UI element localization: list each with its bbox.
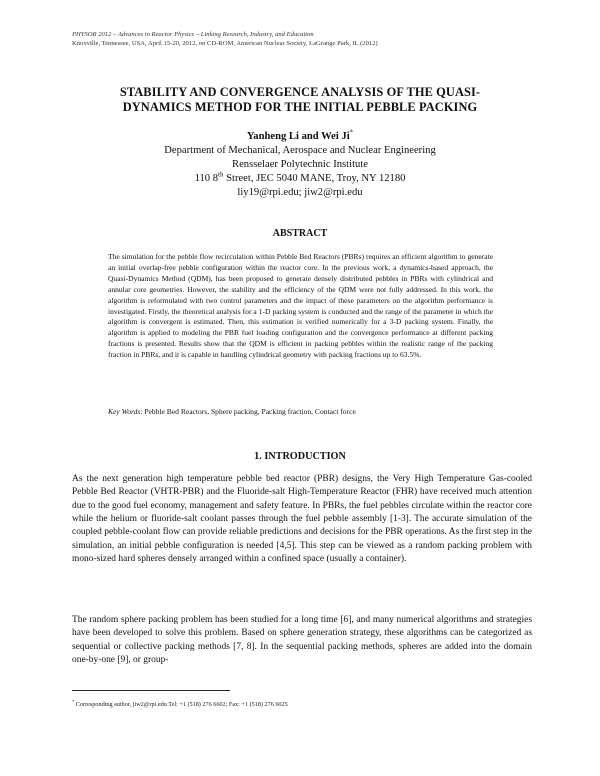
introduction-paragraph-1: As the next generation high temperature pebble bed reactor (PBR) designs, the Very High Temperature Gas-cooled Pebble Bed Reactor (VHTR-PBR) and the Fluoride-salt High-Temperature Reactor (FHR) have received much attention due to the good fuel economy, management and safety feature. In PBRs, the fuel pebbles circulate within the reactor core while the helium or fluoride-salt coolant passes through the fuel pebble assembly [1-3]. The accurate simulation of the coupled pebble-coolant flow can provide reliable predictions and decisions for the PBR operations. As the first step in the simulation, an initial pebble configuration is needed [4,5]. This step can be viewed as a random packing problem with mono-sized hard spheres densely arranged within a confined space (usually a container).	[72, 474, 532, 565]
author-names-line	[80, 130, 520, 144]
address-part-2: Street, JEC 5040 MANE, Troy, NY 12180	[223, 172, 406, 184]
author-institute: Rensselaer Polytechnic Institute	[232, 158, 368, 170]
paper-title-line-1: STABILITY AND CONVERGENCE ANALYSIS OF THE QUASI-	[119, 85, 481, 99]
introduction-heading: 1. INTRODUCTION	[254, 451, 346, 462]
abstract-heading: ABSTRACT	[272, 228, 328, 239]
keywords-list: : Pebble Bed Reactors, Sphere packing, Packing fraction, Contact force	[140, 407, 356, 416]
introduction-paragraph-2: The random sphere packing problem has been studied for a long time [6], and many numerical algorithms and strategies have been developed to solve this problem. Based on sphere generation strategy, these algorithms can be categorized as sequential or collective packing methods [7, 8]. In the sequential packing methods, spheres are added into the domain one-by-one [9], or group-	[72, 615, 532, 666]
keywords	[108, 407, 493, 416]
author-emails: liy19@rpi.edu; jiw2@rpi.edu	[237, 186, 363, 198]
author-block	[80, 130, 520, 200]
paper-title-line-2: DYNAMICS METHOD FOR THE INITIAL PEBBLE PACKING	[122, 100, 478, 114]
address-part-1: 110 8	[194, 172, 219, 184]
keywords-label: Key Words	[108, 407, 141, 416]
footnote	[72, 699, 532, 708]
footnote-rule	[72, 690, 230, 691]
abstract-text: The simulation for the pebble flow recirculation within Pebble Bed Reactors (PBRs) requires an efficient algorithm to generate an initial overlap-free pebble configuration within the reactor core. In the previous work, a dynamics-based approach, the Quasi-Dynamics Method (QDM), has been proposed to generate densely distributed pebbles in PBRs with cylindrical and annular core geometries. However, the stability and the efficiency of the QDM were not fully addressed. In this work, the algorithm is reformulated with two control parameters and the impact of these parameters on the algorithm performance is investigated. Firstly, the theoretical analysis for a 1-D packing system is conducted and the range of the parameter in which the algorithm is convergent is estimated. Then, this estimation is verified numerically for a 3-D packing system. Finally, the algorithm is applied to modeling the PBR fuel loading configuration and the convergence performance at different packing fractions is presented. Results show that the QDM is efficient in packing pebbles within the realistic range of the packing fraction in PBRs, and it is capable in handling cylindrical geometry with packing fractions up to 63.5%.	[108, 252, 493, 360]
conference-header-line-1: PHYSOR 2012 – Advances in Reactor Physics – Linking Research, Industry, and Education	[72, 31, 314, 38]
address-superscript: th	[218, 170, 224, 179]
conference-header-line-2: Knoxville, Tennessee, USA, April 15-20, 2012, on CD-ROM, American Nuclear Society, LaGrange Park, IL (2012)	[72, 40, 378, 47]
author-address	[80, 172, 520, 186]
conference-header	[72, 30, 542, 48]
footnote-mark: *	[72, 699, 75, 704]
author-names: Yanheng Li and Wei Ji	[246, 131, 350, 142]
paper-title	[80, 85, 520, 115]
footnote-text: Corresponding author, jiw2@rpi.edu Tel: +1 (518) 276 6602; Fax: +1 (518) 276 6025	[74, 701, 288, 709]
author-department: Department of Mechanical, Aerospace and Nuclear Engineering	[164, 144, 436, 156]
corresponding-author-mark: *	[349, 128, 354, 137]
